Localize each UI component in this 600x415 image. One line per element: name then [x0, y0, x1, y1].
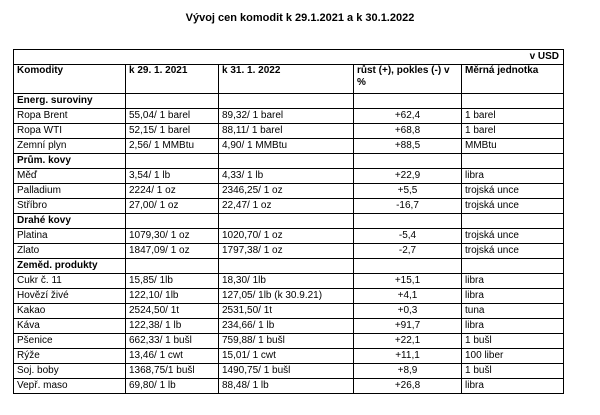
commodity-name: Ropa WTI — [14, 124, 126, 139]
price-2022: 234,66/ 1 lb — [219, 319, 354, 334]
change-percent: +26,8 — [354, 379, 462, 394]
empty-cell — [219, 154, 354, 169]
change-percent: +88,5 — [354, 139, 462, 154]
change-percent: +68,8 — [354, 124, 462, 139]
empty-cell — [462, 259, 564, 274]
price-2021: 15,85/ 1lb — [126, 274, 219, 289]
table-row — [14, 364, 564, 379]
table-row — [14, 184, 564, 199]
empty-cell — [126, 154, 219, 169]
unit-label: trojská unce — [462, 199, 564, 214]
page-title: Vývoj cen komodit k 29.1.2021 a k 30.1.2022 — [185, 12, 415, 24]
table-row — [14, 289, 564, 304]
table-row — [14, 109, 564, 124]
table-row — [14, 274, 564, 289]
category-label: Prům. kovy — [14, 154, 126, 169]
price-2021: 13,46/ 1 cwt — [126, 349, 219, 364]
unit-label: trojská unce — [462, 184, 564, 199]
empty-cell — [219, 259, 354, 274]
table-row — [14, 124, 564, 139]
price-2021: 52,15/ 1 barel — [126, 124, 219, 139]
category-label: Drahé kovy — [14, 214, 126, 229]
table-row — [14, 229, 564, 244]
empty-cell — [219, 214, 354, 229]
unit-label: libra — [462, 319, 564, 334]
commodity-name: Zemní plyn — [14, 139, 126, 154]
header-commodity: Komodity — [14, 65, 126, 94]
empty-cell — [354, 154, 462, 169]
price-2021: 55,04/ 1 barel — [126, 109, 219, 124]
price-2022: 4,90/ 1 MMBtu — [219, 139, 354, 154]
empty-cell — [462, 214, 564, 229]
price-2022: 1797,38/ 1 oz — [219, 244, 354, 259]
price-2022: 1490,75/ 1 bušl — [219, 364, 354, 379]
commodity-name: Káva — [14, 319, 126, 334]
price-2021: 2524,50/ 1t — [126, 304, 219, 319]
commodity-name: Cukr č. 11 — [14, 274, 126, 289]
empty-cell — [462, 94, 564, 109]
commodity-name: Palladium — [14, 184, 126, 199]
table-row — [14, 139, 564, 154]
header-unit: Měrná jednotka — [462, 65, 564, 94]
unit-label: MMBtu — [462, 139, 564, 154]
price-2021: 1079,30/ 1 oz — [126, 229, 219, 244]
price-2022: 88,48/ 1 lb — [219, 379, 354, 394]
unit-label: 1 barel — [462, 109, 564, 124]
price-2022: 22,47/ 1 oz — [219, 199, 354, 214]
price-2021: 69,80/ 1 lb — [126, 379, 219, 394]
category-row — [14, 214, 564, 229]
change-percent: +22,1 — [354, 334, 462, 349]
price-2022: 88,11/ 1 barel — [219, 124, 354, 139]
price-2021: 3,54/ 1 lb — [126, 169, 219, 184]
commodity-price-table — [13, 49, 564, 394]
price-2022: 2531,50/ 1t — [219, 304, 354, 319]
header-price-2022: k 31. 1. 2022 — [219, 65, 354, 94]
change-percent: +15,1 — [354, 274, 462, 289]
category-row — [14, 94, 564, 109]
commodity-name: Stříbro — [14, 199, 126, 214]
price-2021: 2,56/ 1 MMBtu — [126, 139, 219, 154]
table-row — [14, 169, 564, 184]
change-percent: -2,7 — [354, 244, 462, 259]
empty-cell — [126, 259, 219, 274]
price-2021: 122,38/ 1 lb — [126, 319, 219, 334]
change-percent: +22,9 — [354, 169, 462, 184]
unit-note-row — [14, 50, 564, 65]
table-row — [14, 319, 564, 334]
commodity-name: Soj. boby — [14, 364, 126, 379]
price-2021: 27,00/ 1 oz — [126, 199, 219, 214]
empty-cell — [354, 259, 462, 274]
table-row — [14, 304, 564, 319]
price-2022: 18,30/ 1lb — [219, 274, 354, 289]
unit-label: tuna — [462, 304, 564, 319]
empty-cell — [354, 94, 462, 109]
unit-label: libra — [462, 274, 564, 289]
price-2021: 2224/ 1 oz — [126, 184, 219, 199]
price-2021: 662,33/ 1 bušl — [126, 334, 219, 349]
change-percent: +5,5 — [354, 184, 462, 199]
category-label: Zeměd. produkty — [14, 259, 126, 274]
change-percent: +11,1 — [354, 349, 462, 364]
change-percent: +4,1 — [354, 289, 462, 304]
commodity-name: Ropa Brent — [14, 109, 126, 124]
commodity-name: Kakao — [14, 304, 126, 319]
price-2022: 127,05/ 1lb (k 30.9.21) — [219, 289, 354, 304]
table-row — [14, 349, 564, 364]
price-2021: 1368,75/1 bušl — [126, 364, 219, 379]
change-percent: +91,7 — [354, 319, 462, 334]
price-2022: 15,01/ 1 cwt — [219, 349, 354, 364]
change-percent: -16,7 — [354, 199, 462, 214]
change-percent: +8,9 — [354, 364, 462, 379]
header-change: růst (+), pokles (-) v % — [354, 65, 462, 94]
commodity-name: Měď — [14, 169, 126, 184]
unit-label: libra — [462, 289, 564, 304]
unit-label: 1 bušl — [462, 334, 564, 349]
table-row — [14, 199, 564, 214]
change-percent: -5,4 — [354, 229, 462, 244]
commodity-name: Pšenice — [14, 334, 126, 349]
commodity-name: Rýže — [14, 349, 126, 364]
price-2021: 122,10/ 1lb — [126, 289, 219, 304]
commodity-name: Vepř. maso — [14, 379, 126, 394]
unit-note: v USD — [14, 50, 564, 65]
unit-label: 1 bušl — [462, 364, 564, 379]
price-2022: 2346,25/ 1 oz — [219, 184, 354, 199]
empty-cell — [354, 214, 462, 229]
header-row — [14, 65, 564, 94]
empty-cell — [126, 214, 219, 229]
commodity-name: Zlato — [14, 244, 126, 259]
unit-label: trojská unce — [462, 244, 564, 259]
table-row — [14, 379, 564, 394]
price-2021: 1847,09/ 1 oz — [126, 244, 219, 259]
table-row — [14, 334, 564, 349]
unit-label: libra — [462, 379, 564, 394]
unit-label: trojská unce — [462, 229, 564, 244]
unit-label: 100 liber — [462, 349, 564, 364]
change-percent: +0,3 — [354, 304, 462, 319]
category-row — [14, 154, 564, 169]
unit-label: 1 barel — [462, 124, 564, 139]
empty-cell — [126, 94, 219, 109]
empty-cell — [462, 154, 564, 169]
commodity-name: Hovězí živé — [14, 289, 126, 304]
header-price-2021: k 29. 1. 2021 — [126, 65, 219, 94]
price-2022: 759,88/ 1 bušl — [219, 334, 354, 349]
price-2022: 1020,70/ 1 oz — [219, 229, 354, 244]
change-percent: +62,4 — [354, 109, 462, 124]
category-row — [14, 259, 564, 274]
table-row — [14, 244, 564, 259]
price-2022: 4,33/ 1 lb — [219, 169, 354, 184]
commodity-name: Platina — [14, 229, 126, 244]
unit-label: libra — [462, 169, 564, 184]
category-label: Energ. suroviny — [14, 94, 126, 109]
price-2022: 89,32/ 1 barel — [219, 109, 354, 124]
empty-cell — [219, 94, 354, 109]
